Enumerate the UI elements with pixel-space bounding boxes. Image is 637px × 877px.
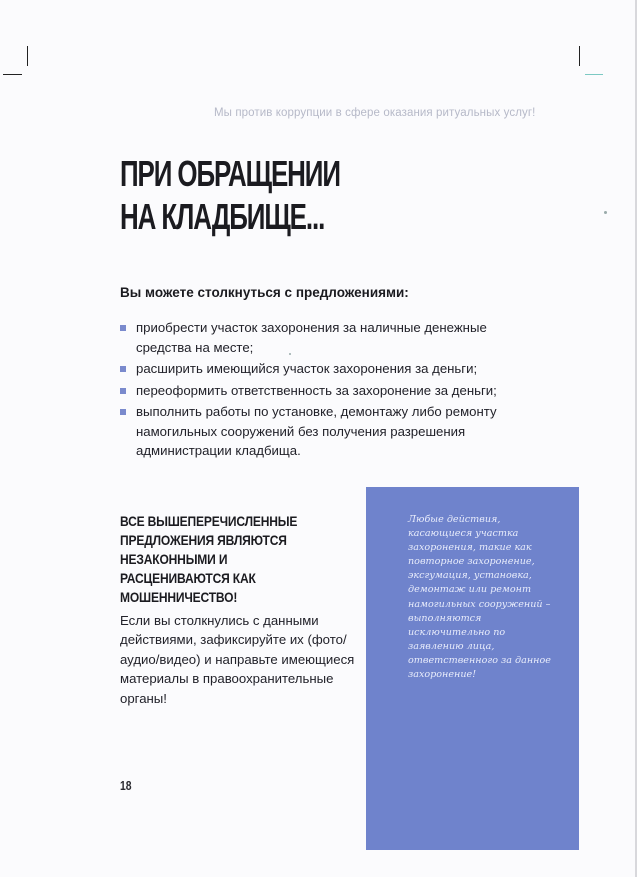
crop-mark-top-right-horizontal <box>585 74 603 75</box>
list-item-text: переоформить ответственность за захоронение за деньги; <box>136 382 497 398</box>
page-title <box>120 152 340 238</box>
crop-mark-top-left-vertical <box>27 46 28 66</box>
scan-speck <box>604 211 607 214</box>
crop-mark-top-left-horizontal <box>3 74 22 75</box>
list-item-text: выполнить работы по установке, демонтажу либо ремонту намогильных сооружений без получения разрешения администрации кладбища. <box>136 404 497 458</box>
page-number: 18 <box>120 778 132 793</box>
offers-list <box>120 318 520 463</box>
page-title-line-2: НА КЛАДБИЩЕ... <box>120 196 325 237</box>
list-item <box>120 402 520 461</box>
list-item <box>120 381 520 401</box>
list-item <box>120 359 520 379</box>
crop-mark-top-right-vertical <box>579 46 580 66</box>
page-tagline: Мы против коррупции в сфере оказания ритуальных услуг! <box>214 107 536 119</box>
advice-paragraph: Если вы столкнулись с данными действиями, зафиксируйте их (фото/аудио/видео) и направьте имеющиеся материалы в правоохранительные органы! <box>120 613 355 706</box>
info-callout-box <box>366 487 579 850</box>
lead-text: Вы можете столкнуться с предложениями: <box>120 285 409 300</box>
list-item <box>120 318 520 357</box>
square-bullet-icon <box>120 325 126 331</box>
list-item-text: расширить имеющийся участок захоронения за деньги; <box>136 361 478 376</box>
page-title-line-1: ПРИ ОБРАЩЕНИИ <box>120 153 340 194</box>
square-bullet-icon <box>120 388 126 394</box>
square-bullet-icon <box>120 409 126 415</box>
list-item-text: приобрести участок захоронения за наличные денежные средства на месте; <box>136 320 487 355</box>
square-bullet-icon <box>120 366 126 372</box>
info-callout-text: Любые действия, касающиеся участка захоронения, такие как повторное захоронение, эксгумация, установка, демонтаж или ремонт намогильных сооружений – выполняются исключительно по заявлению лица, ответственного за данное захоронение! <box>408 514 551 681</box>
fraud-warning-heading: ВСЕ ВЫШЕПЕРЕЧИСЛЕННЫЕ ПРЕДЛОЖЕНИЯ ЯВЛЯЮТСЯ НЕЗАКОННЫМИ И РАСЦЕНИВАЮТСЯ КАК МОШЕННИЧЕСТВО! <box>120 513 298 605</box>
